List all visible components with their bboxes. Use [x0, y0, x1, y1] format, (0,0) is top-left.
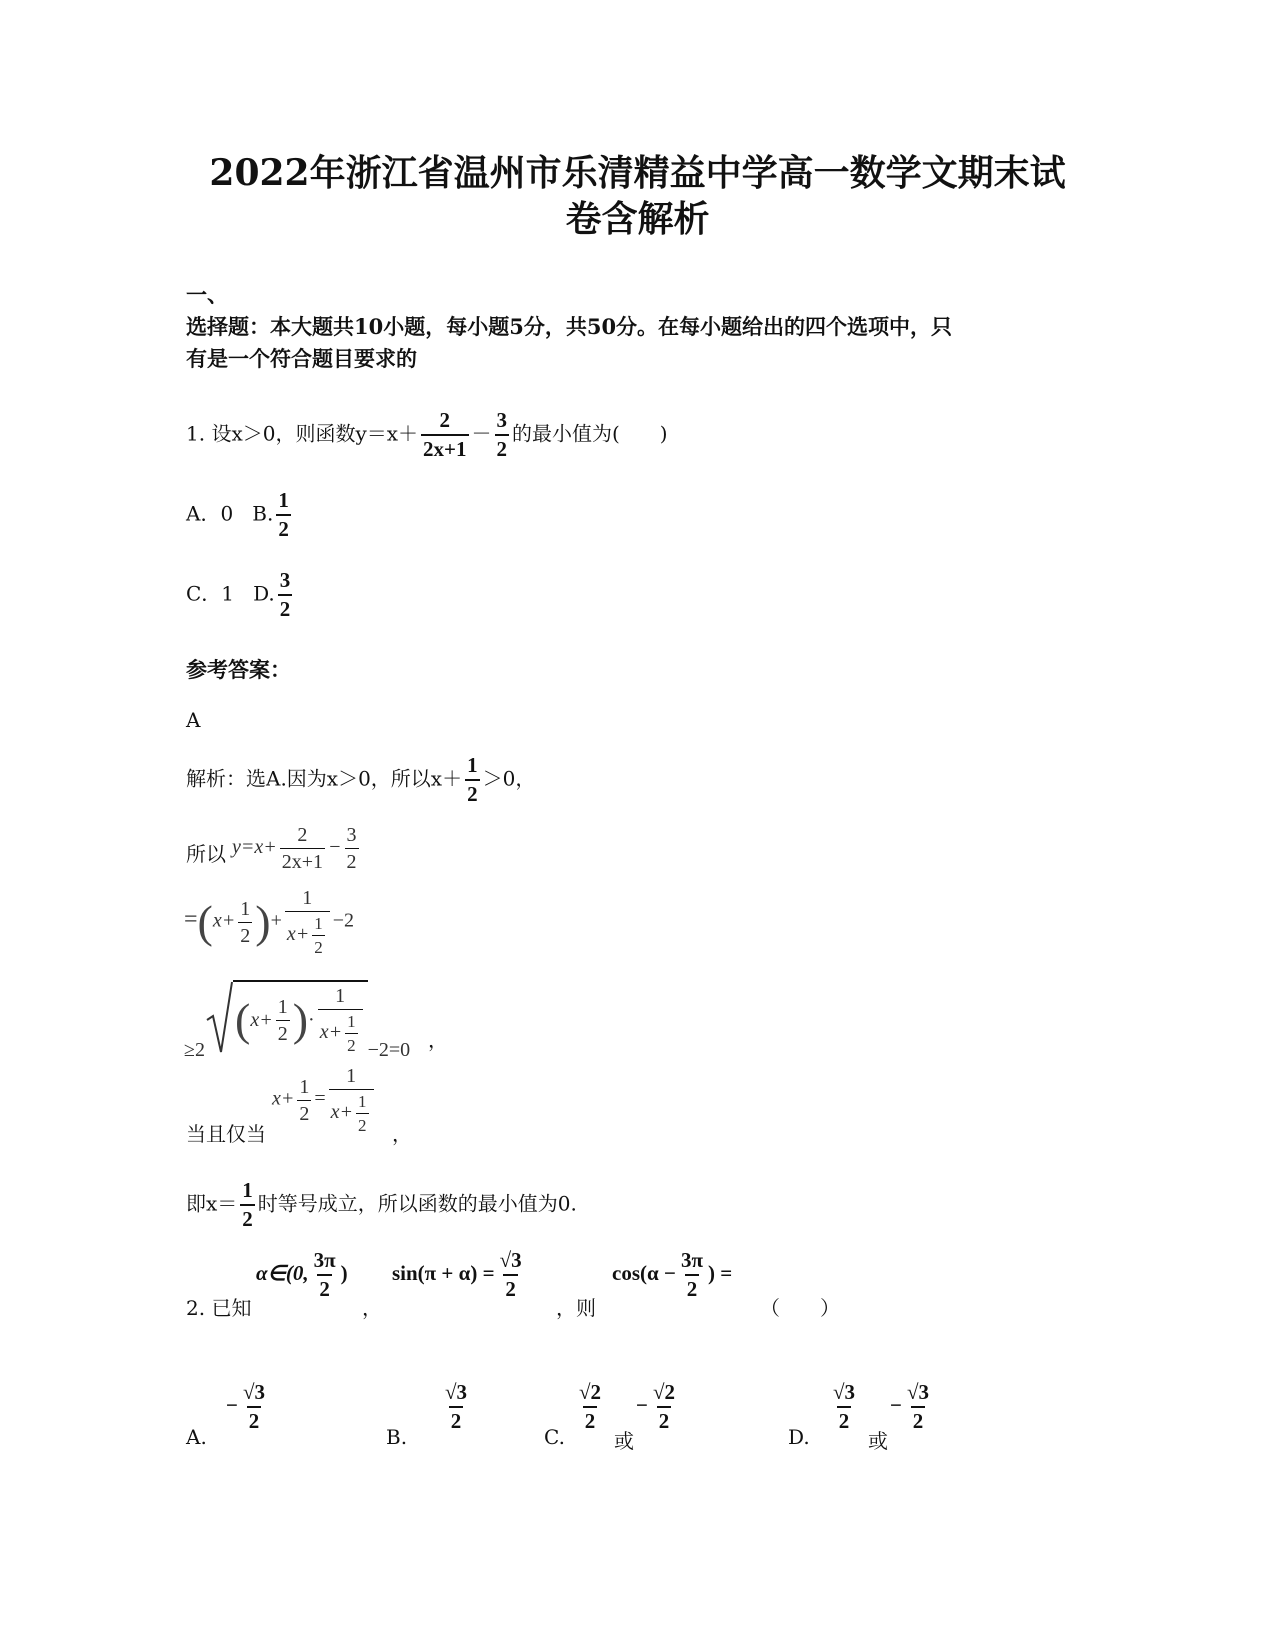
analysis-line1-suffix: ＞0， [482, 766, 536, 791]
q2-cond3-den: 2 [685, 1274, 700, 1300]
section-desc-line1: 选择题：本大题共10小题，每小题5分，共50分。在每小题给出的四个选项中，只 [186, 314, 953, 339]
q2-cond2-num: √3 [499, 1248, 522, 1272]
analysis-line2-minus: − [328, 836, 342, 859]
answer-label: 参考答案： [186, 657, 291, 682]
section-desc-line2: 有是一个符合题目要求的 [186, 346, 417, 371]
q2-condition-sin [392, 1250, 527, 1300]
q2-cond3-b: ) = [707, 1260, 733, 1285]
analysis-line2-den2: 2 [345, 848, 359, 872]
analysis-line6-suffix: 时等号成立，所以函数的最小值为0. [257, 1191, 577, 1216]
q1-stem-suffix: 的最小值为( ) [512, 421, 668, 446]
analysis-line1-num: 1 [467, 753, 478, 777]
q2-opt-d-num2: √3 [906, 1380, 929, 1404]
q2-option-d-label: D. [788, 1425, 810, 1449]
q2-opt-c-num2: √2 [652, 1380, 675, 1404]
q2-option-c-or: 或 [614, 1429, 634, 1453]
analysis-line1-prefix: 解析：选A.因为x＞0，所以x＋ [186, 766, 463, 791]
q2-opt-d-den2: 2 [911, 1406, 926, 1432]
radical-sign-icon [205, 980, 233, 1056]
analysis-line-2-prefix: 所以 [186, 842, 226, 866]
analysis-line4-x: x+ [250, 1008, 273, 1031]
q1-stem-prefix: 1. 设x＞0，则函数y＝x＋ [186, 421, 419, 446]
analysis-line4-ge: ≥2 [184, 1039, 205, 1061]
q2-opt-c-num1: √2 [579, 1380, 602, 1404]
q1-option-a: A．0 [186, 501, 234, 526]
q2-option-d-value-2 [890, 1382, 934, 1432]
analysis-line4-num: 1 [335, 985, 346, 1007]
q1-options-cd [186, 570, 295, 620]
q2-option-a-label: A. [186, 1425, 207, 1449]
analysis-line1-fraction [465, 755, 480, 805]
analysis-line5-half-den: 2 [297, 1100, 311, 1124]
analysis-line5-eq: = [314, 1087, 326, 1110]
q2-cond1-a: α∈(0, [256, 1260, 309, 1285]
analysis-line4-tail: −2=0 [367, 1039, 411, 1061]
q1-option-d-label: D. [253, 581, 275, 606]
q2-opt-b-num: √3 [445, 1380, 468, 1404]
analysis-line5-num: 1 [346, 1065, 357, 1087]
analysis-line4-den-half-den: 2 [345, 1033, 358, 1054]
analysis-line5-x: x+ [272, 1087, 295, 1110]
doc-title-line2: 卷含解析 [565, 198, 710, 240]
q1-option-d-fraction [278, 570, 293, 620]
q2-opt-d-num1: √3 [833, 1380, 856, 1404]
q2-opt-c-den2: 2 [657, 1406, 672, 1432]
q1-frac2-den: 2 [495, 434, 510, 460]
analysis-line-4 [184, 980, 410, 1062]
analysis-line5-den-half-num: 1 [358, 1092, 367, 1111]
q1-frac1-num: 2 [439, 408, 451, 432]
analysis-line3-fraction [285, 888, 330, 956]
q2-cond2-den: 2 [503, 1274, 518, 1300]
analysis-line2-num1: 2 [297, 824, 308, 846]
q1-option-b-label: B. [252, 501, 274, 526]
q2-cond2-a: sin(π + α) = [392, 1260, 495, 1285]
answer-value: A [186, 708, 201, 732]
analysis-line2-frac2 [345, 825, 359, 872]
q2-cond1-num: 3π [313, 1248, 336, 1272]
q2-opt-b-den: 2 [449, 1406, 464, 1432]
analysis-line3-den-half-num: 1 [314, 914, 323, 933]
q1-frac1-den: 2x+1 [421, 434, 468, 460]
q1-option-d-num: 3 [279, 568, 291, 592]
q2-opt-a-num: √3 [242, 1380, 265, 1404]
question-2-label: 2. 已知 [186, 1296, 252, 1320]
analysis-line3-half [238, 899, 252, 946]
q2-option-d-value-1 [828, 1382, 860, 1432]
analysis-line4-den-x: x+ [319, 1021, 343, 1044]
q2-opt-a-sign: − [226, 1392, 238, 1417]
q2-cond1-b: ) [340, 1260, 348, 1285]
q1-options-ab [186, 490, 294, 540]
analysis-line5-den-half-den: 2 [356, 1113, 369, 1134]
analysis-line4-half-num: 1 [277, 995, 288, 1018]
analysis-line3-den-half-den: 2 [312, 935, 325, 956]
analysis-line3-half-num: 1 [240, 897, 251, 920]
q2-condition-alpha [256, 1250, 348, 1300]
q2-opt-d-sign: − [890, 1392, 902, 1417]
analysis-line3-half-den: 2 [238, 922, 252, 946]
analysis-line3-minus2: −2 [332, 909, 355, 932]
analysis-line4-den-half-num: 1 [347, 1012, 356, 1031]
q2-answer-blank: （ ） [760, 1296, 840, 1320]
q2-opt-c-den1: 2 [583, 1406, 598, 1432]
doc-title-line1: 2022年浙江省温州市乐清精益中学高一数学文期末试 [209, 152, 1066, 194]
q2-option-d-or: 或 [868, 1429, 888, 1453]
analysis-line2-num2: 3 [346, 824, 357, 846]
q2-comma-then: ，则 [556, 1296, 596, 1320]
q2-option-b-label: B. [386, 1425, 408, 1449]
q2-option-c-label: C. [544, 1425, 565, 1449]
q1-option-b-num: 1 [278, 488, 289, 512]
analysis-line4-dot: · [308, 1008, 315, 1031]
analysis-line4-half-den: 2 [276, 1020, 290, 1044]
analysis-line-3: =(x+ $\frac{1}{2}$ )+ 1 x+ $\frac{1}{2}$ −2 [184, 887, 355, 957]
analysis-line3-eq: = [184, 906, 198, 933]
q2-option-c-value-2 [636, 1382, 680, 1432]
q1-frac2-num: 3 [496, 408, 507, 432]
q1-fraction-2 [495, 410, 510, 460]
q2-option-b-value [440, 1382, 472, 1432]
analysis-line5-comma: ， [392, 1122, 412, 1146]
analysis-line-5-prefix: 当且仅当 [186, 1122, 266, 1146]
analysis-line3-plus: + [270, 909, 282, 932]
analysis-line6-prefix: 即x＝ [186, 1191, 238, 1216]
q2-opt-a-den: 2 [247, 1406, 262, 1432]
q2-comma-1: ， [362, 1296, 382, 1320]
q1-option-b-den: 2 [276, 514, 291, 540]
analysis-line3-num: 1 [302, 887, 313, 909]
analysis-line6-den: 2 [240, 1204, 255, 1230]
q1-option-b-fraction [276, 490, 291, 540]
analysis-line-6 [186, 1180, 577, 1230]
sqrt-symbol: ( x+ $\frac{1}{2}$ ) · 1 x+ $\frac{1}{2}$ [205, 980, 368, 1056]
analysis-line2-den1: 2x+1 [280, 848, 325, 872]
analysis-line2-expr-a: y=x+ [232, 836, 277, 859]
q1-fraction-1 [421, 410, 468, 460]
q2-cond1-den: 2 [317, 1274, 332, 1300]
question-1-stem [186, 410, 668, 460]
analysis-line6-num: 1 [242, 1178, 253, 1202]
analysis-line-1 [186, 755, 535, 805]
analysis-line5-half-num: 1 [299, 1075, 310, 1098]
analysis-line4-comma: ， [428, 1028, 448, 1052]
analysis-line5-den-x: x+ [330, 1101, 354, 1124]
analysis-line2-frac1 [280, 825, 325, 872]
q2-opt-d-den1: 2 [837, 1406, 852, 1432]
q1-option-c: C．1 [186, 581, 235, 606]
q2-cond3-num: 3π [680, 1248, 703, 1272]
analysis-line-2-expr [232, 825, 362, 872]
q2-option-a-value [226, 1382, 270, 1432]
analysis-line3-den-x: x+ [286, 923, 310, 946]
analysis-line-5-expr [272, 1066, 377, 1134]
q2-opt-c-sign: − [636, 1392, 648, 1417]
analysis-line3-x: x+ [212, 909, 236, 932]
q1-option-d-den: 2 [278, 594, 293, 620]
analysis-line6-fraction [240, 1180, 255, 1230]
q1-minus: － [471, 421, 492, 446]
q2-condition-cos [612, 1250, 732, 1300]
section-number: 一、 [186, 282, 228, 307]
analysis-line1-den: 2 [465, 779, 480, 805]
q2-option-c-value-1 [574, 1382, 606, 1432]
q2-cond3-a: cos(α − [612, 1260, 676, 1285]
